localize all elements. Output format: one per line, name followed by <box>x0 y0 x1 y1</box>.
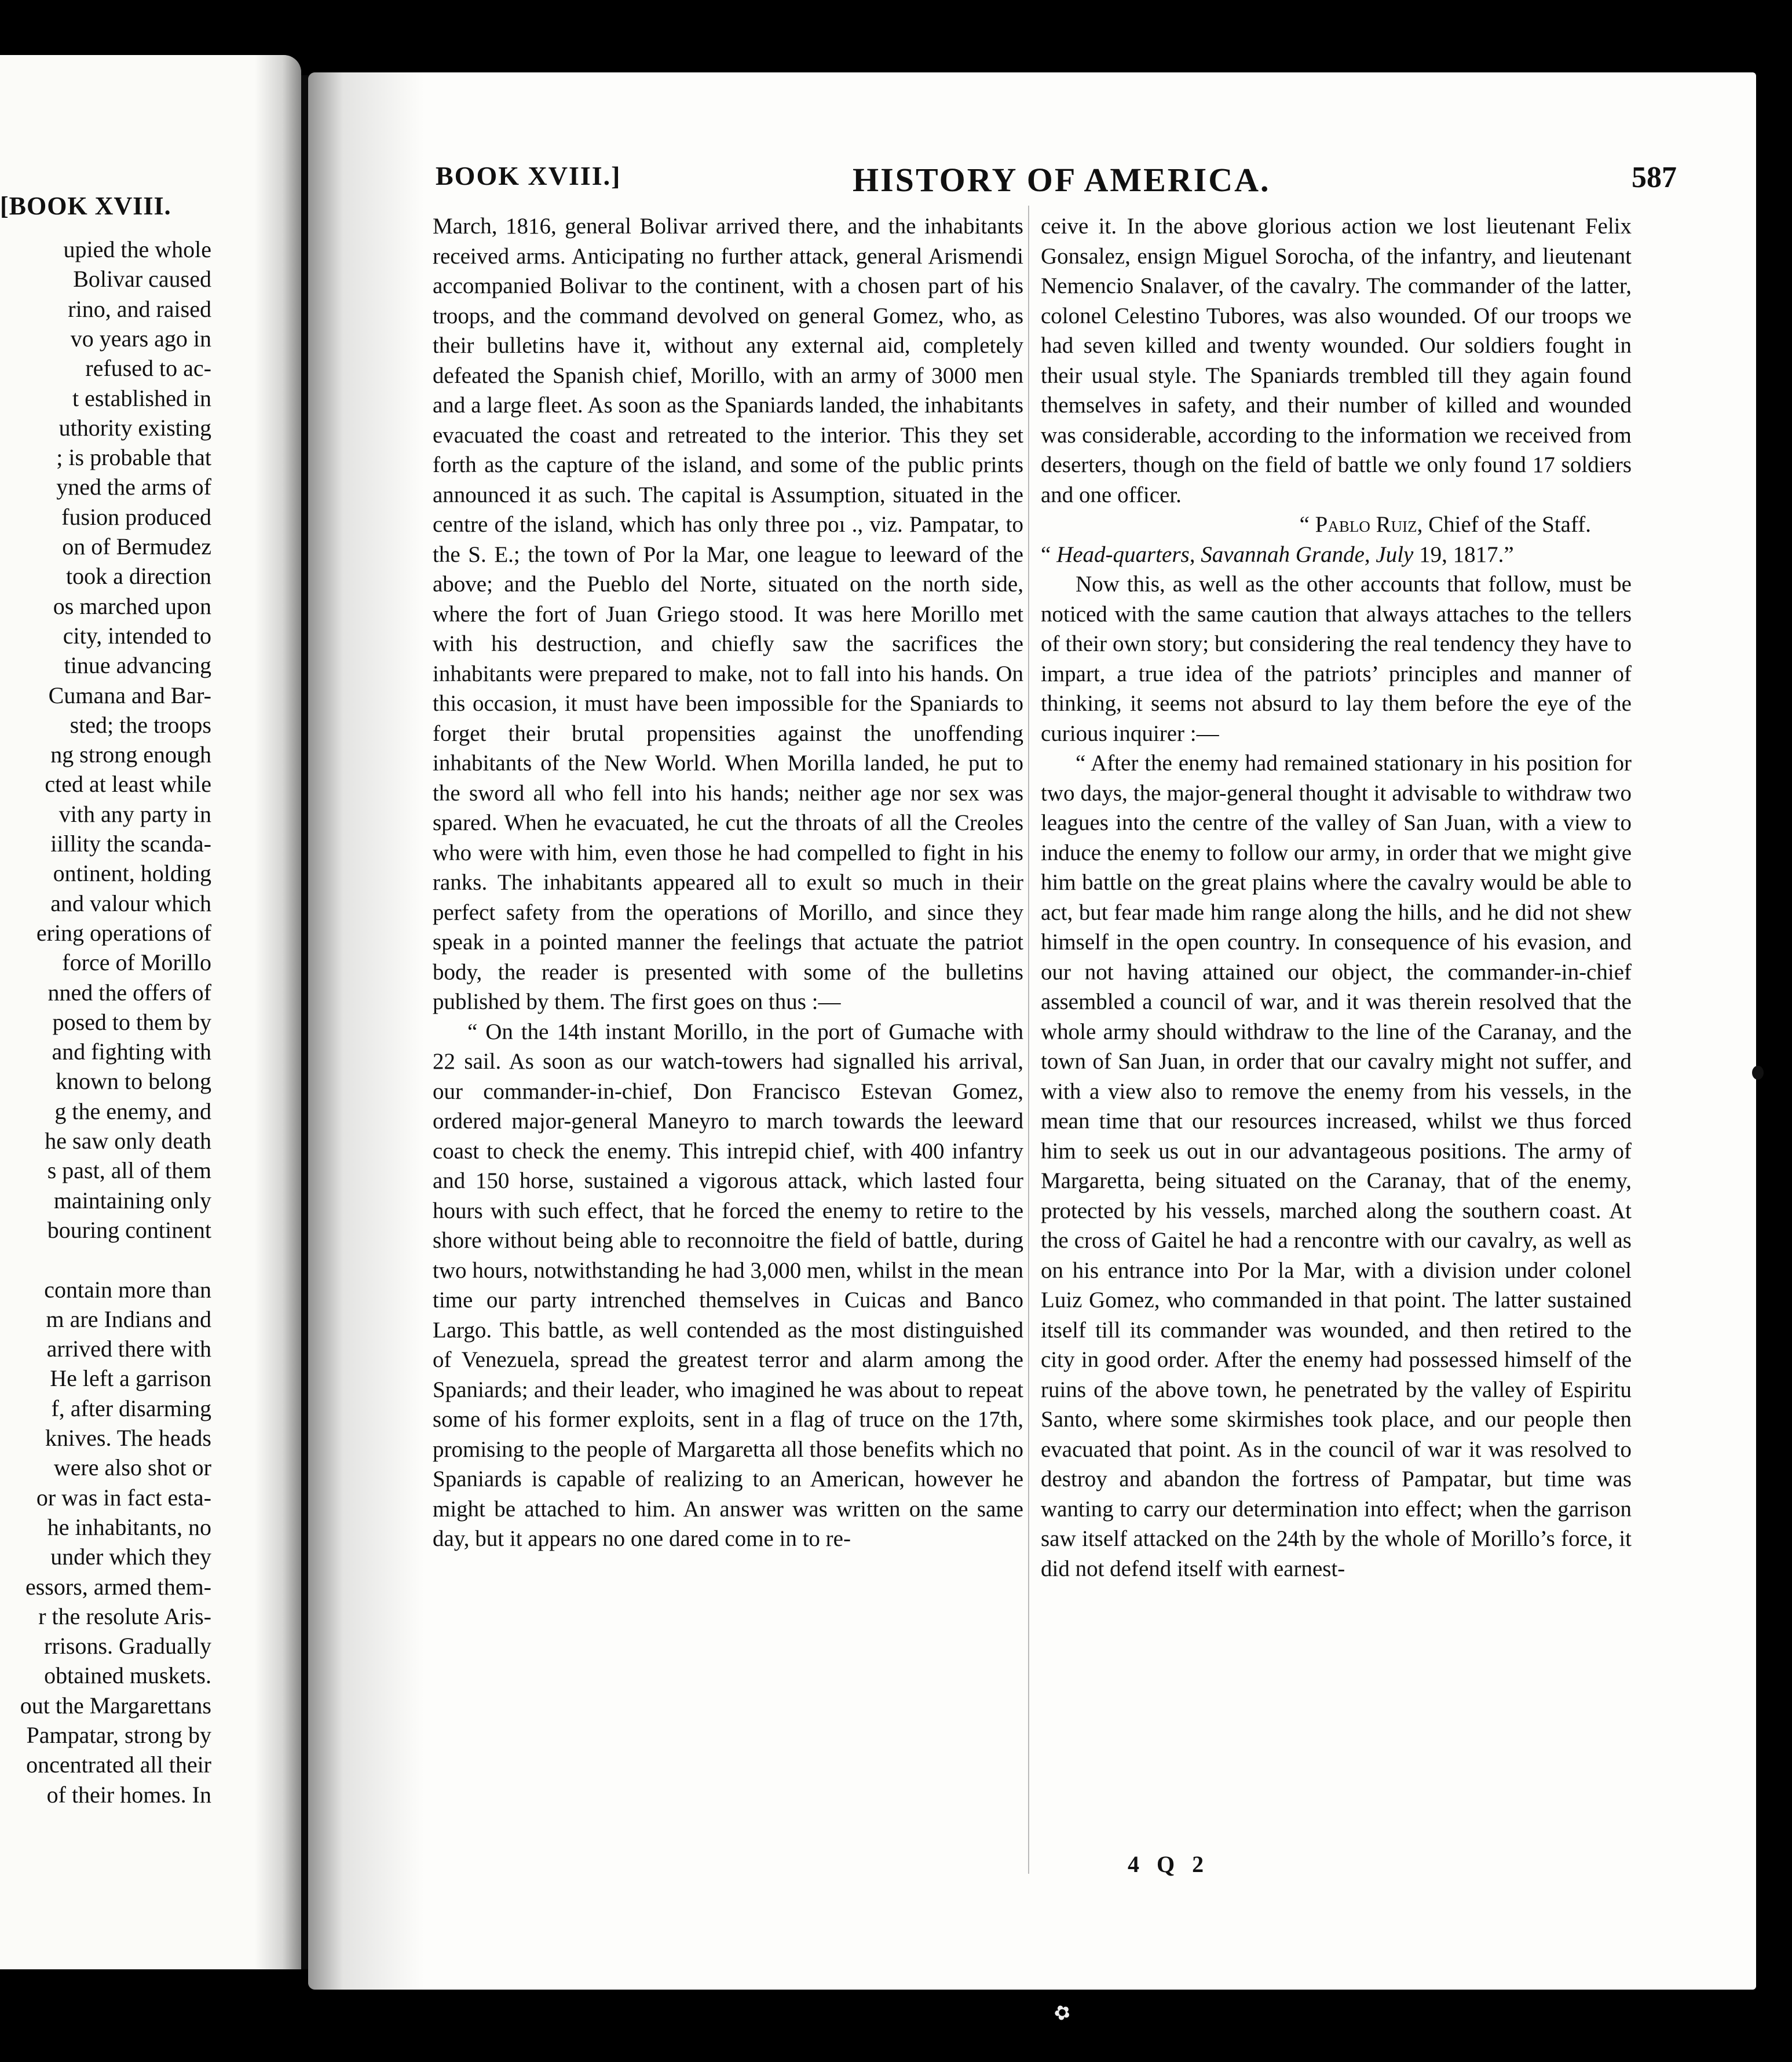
paragraph: Now this, as well as the other accounts that follow, must be noticed with the same caution that always attaches to the tellers of their own story; but considering the real tendency they have to impart, a true idea of the patriots’ principles and manner of thinking, it seems not absurd to lay them before the eye of the curious inquirer :— <box>1041 572 1632 746</box>
running-head-title: HISTORY OF AMERICA. <box>853 161 1271 199</box>
left-page-line: on of Bermudez <box>62 533 211 560</box>
dateline-open-quote: “ <box>1041 542 1057 567</box>
dateline-date: 19, 1817.” <box>1413 542 1514 567</box>
left-column <box>433 211 1023 1554</box>
left-page-line: cted at least while <box>45 771 211 798</box>
left-page-line: force of Morillo <box>62 949 211 976</box>
left-page-line: refused to ac- <box>85 355 211 382</box>
left-page-line: knives. The heads <box>45 1425 211 1451</box>
left-page-line: of their homes. In <box>46 1781 211 1808</box>
dateline-place: Head-quarters, Savannah Grande, July <box>1056 542 1414 567</box>
left-page-line: iillity the scanda- <box>50 831 211 857</box>
signature-open-quote: “ <box>1299 512 1315 537</box>
left-page-line: ng strong enough <box>50 741 211 768</box>
paragraph: ceive it. In the above glorious action we lost lieutenant Felix Gonsalez, ensign Miguel Sorocha, of the infantry, and lieutenant Nemencio Snalaver, of the cavalry. The commander of the latter, colonel Celestino Tubores, was also wounded. Of our troops we had seven killed and twenty wounded. Our soldiers fought in their usual style. The Spaniards trembled till they again found themselves in safety, and their number of killed and wounded was considerable, according to the information we received from deserters, though on the field of battle we only found 17 soldiers and one officer. <box>1041 214 1632 507</box>
left-page-shadow <box>255 55 301 1969</box>
column-separator <box>1028 206 1029 1874</box>
left-page-line: vith any party in <box>58 800 211 827</box>
left-page-line: os marched upon <box>53 593 211 619</box>
left-page-line: took a direction <box>65 563 211 590</box>
left-page-line: t established in <box>72 385 211 411</box>
left-page-line: city, intended to <box>63 622 211 649</box>
scan-artifact: ✿ <box>1050 1999 1075 2027</box>
bulletin-paragraph: “ On the 14th instant Morillo, in the port of Gumache with 22 sail. As soon as our watch-towers had signalled his arrival, our commander-in-chief, Don Francisco Estevan Gomez, ordered major-general Maneyro to march towards the leeward coast to check the enemy. This intrepid chief, with 400 infantry and 150 horse, sustained a vigorous attack, which lasted four hours with such effect, that he forced the enemy to retire to the shore without being able to reconnoitre the field of battle, during two hours, notwithstanding he had 3,000 men, whilst in the mean time our party intrenched themselves in Cuicas and Banco Largo. This battle, as well contended as the most distinguished of Venezuela, spread the greatest terror and alarm among the Spaniards; and their leader, who imagined he was about to repeat some of his former exploits, sent in a flag of truce on the 17th, promising to the people of Margaretta all those benefits which no Spaniards is capable of realizing to an American, however he might be attached to him. An answer was written on the same day, but it appears no one dared come in to re- <box>433 1019 1023 1551</box>
spine-shadow <box>308 72 424 1990</box>
left-page-line: were also shot or <box>53 1454 211 1481</box>
left-page-line: or was in fact esta- <box>36 1484 211 1511</box>
left-page-line: he inhabitants, no <box>47 1513 211 1540</box>
left-page-line: upied the whole <box>63 236 211 262</box>
left-page-line: maintaining only <box>53 1187 211 1213</box>
left-page-line: yned the arms of <box>56 474 211 500</box>
left-page-line: and valour which <box>50 890 211 916</box>
main-page <box>308 72 1756 1990</box>
ink-spot <box>1752 1066 1764 1080</box>
left-page-line: ering operations of <box>36 919 211 946</box>
right-column <box>1041 211 1632 1584</box>
left-page-line: Pampatar, strong by <box>26 1722 211 1748</box>
left-page-line: fusion produced <box>61 503 211 530</box>
left-page-line: he saw only death <box>45 1128 211 1154</box>
left-page-line: posed to them by <box>52 1008 211 1035</box>
left-page-line: m are Indians and <box>46 1306 211 1332</box>
left-page-line: contain more than <box>44 1276 211 1303</box>
left-page-header: [BOOK XVIII. <box>0 192 171 220</box>
left-page-line: sted; the troops <box>70 711 211 738</box>
signature-mark: 4 Q 2 <box>1128 1851 1210 1877</box>
left-page-line: arrived there with <box>46 1336 211 1362</box>
left-page-line: oncentrated all their <box>26 1752 211 1778</box>
left-page-line: essors, armed them- <box>25 1573 211 1600</box>
left-page-line: r the resolute Aris- <box>38 1603 211 1629</box>
left-page-line: g the enemy, and <box>54 1098 211 1124</box>
left-page-line: obtained muskets. <box>44 1662 211 1689</box>
left-page-line: f, after disarming <box>51 1395 211 1421</box>
left-page-line: s past, all of them <box>47 1157 211 1184</box>
signature-title: , Chief of the Staff. <box>1417 512 1591 537</box>
left-page-line: He left a garrison <box>50 1365 211 1392</box>
bulletin-paragraph: “ After the enemy had remained stationary in his position for two days, the major-general thought it advisable to withdraw two leagues into the centre of the valley of San Juan, with a view to induce the enemy to follow our army, in order that we might give him battle on the great plains where the cavalry would be able to act, but fear made him range along the hills, and he did not shew himself in the open country. In consequence of his evasion, and our not having attained our object, the commander-in-chief assembled a council of war, and it was therein resolved that the whole army should withdraw to the line of the Caranay, and the town of San Juan, in order that our cavalry might not suffer, and with a view also to remove the enemy from his vessels, in the mean time that our resources increased, whilst we thus forced him to seek us out in our advantageous positions. The army of Margaretta, being situated on the Caranay, that of the enemy, protected by his vessels, marched along the southern coast. At the cross of Gaitel he had a rencontre with our cavalry, as well as on his entrance into Por la Mar, with a division under colonel Luiz Gomez, who commanded in that point. The latter sustained itself till its commander was wounded, and then retired to the city in good order. After the enemy had possessed himself of the ruins of the above town, he penetrated by the valley of Espiritu Santo, where some skirmishes took place, and our people then evacuated that point. As in the council of war it was resolved to destroy and abandon the fortress of Pampatar, but time was wanting to carry our determination into effect; when the garrison saw itself attacked on the 24th by the whole of Morillo’s force, it did not defend itself with earnest- <box>1041 751 1632 1581</box>
left-page-line: rrisons. Gradually <box>44 1633 211 1659</box>
left-page-line: vo years ago in <box>70 325 211 352</box>
left-page-line: uthority existing <box>58 414 211 441</box>
running-head-book: BOOK XVIII.] <box>436 161 621 191</box>
left-page-line: known to belong <box>56 1068 211 1095</box>
dateline <box>1041 540 1632 570</box>
signature-name: Pablo Ruiz <box>1315 512 1417 537</box>
left-page-line: and fighting with <box>52 1039 211 1065</box>
left-page-line: bouring continent <box>47 1216 211 1243</box>
left-page-line: Bolivar caused <box>73 266 211 293</box>
left-page-line: ; is probable that <box>56 444 211 471</box>
left-page-line: under which they <box>50 1544 211 1570</box>
paragraph: March, 1816, general Bolivar arrived there, and the inhabitants received arms. Anticipating no further attack, general Arismendi accompanied Bolivar to the continent, with a chosen part of his troops, and the command devolved on general Gomez, who, as their bulletins have it, without any external aid, completely defeated the Spanish chief, Morillo, with an army of 3000 men and a large fleet. As soon as the Spaniards landed, the inhabitants evacuated the coast and retreated to the interior. This they set forth as the capture of the island, and some of the public prints announced it as such. The capital is Assumption, situated in the centre of the island, which has only three poı ., viz. Pampatar, to the S. E.; the town of Por la Mar, one league to leeward of the above; and the Pueblo del Norte, situated on the north side, where the fort of Juan Griego stood. It was here Morillo met with his destruction, and chiefly saw the sacrifices the inhabitants were prepared to make, not to fall into his hands. On this occasion, it must have been impossible for the Spaniards to forget their brutal propensities against the unoffending inhabitants of the New World. When Morilla landed, he put to the sword all who fell into his hands; neither age nor sex was spared. When he evacuated, he cut the throats of all the Creoles who were with him, even those he had compelled to fight in his ranks. The inhabitants appeared all to exult so much in their perfect safety from the operations of Morillo, and since they speak in a pointed manner the feelings that actuate the patriot body, the reader is presented with some of the bulletins published by them. The first goes on thus :— <box>433 214 1023 1014</box>
left-page-line: rino, and raised <box>68 295 211 322</box>
left-page-line: Cumana and Bar- <box>48 682 211 708</box>
left-page-line: ontinent, holding <box>53 860 211 887</box>
left-page-line: nned the offers of <box>47 979 211 1006</box>
signature <box>1041 510 1632 540</box>
left-page-line: out the Margarettans <box>20 1692 211 1719</box>
page-number: 587 <box>1632 161 1677 194</box>
left-page-fragment <box>0 55 301 1969</box>
left-page-line: tinue advancing <box>64 652 211 679</box>
